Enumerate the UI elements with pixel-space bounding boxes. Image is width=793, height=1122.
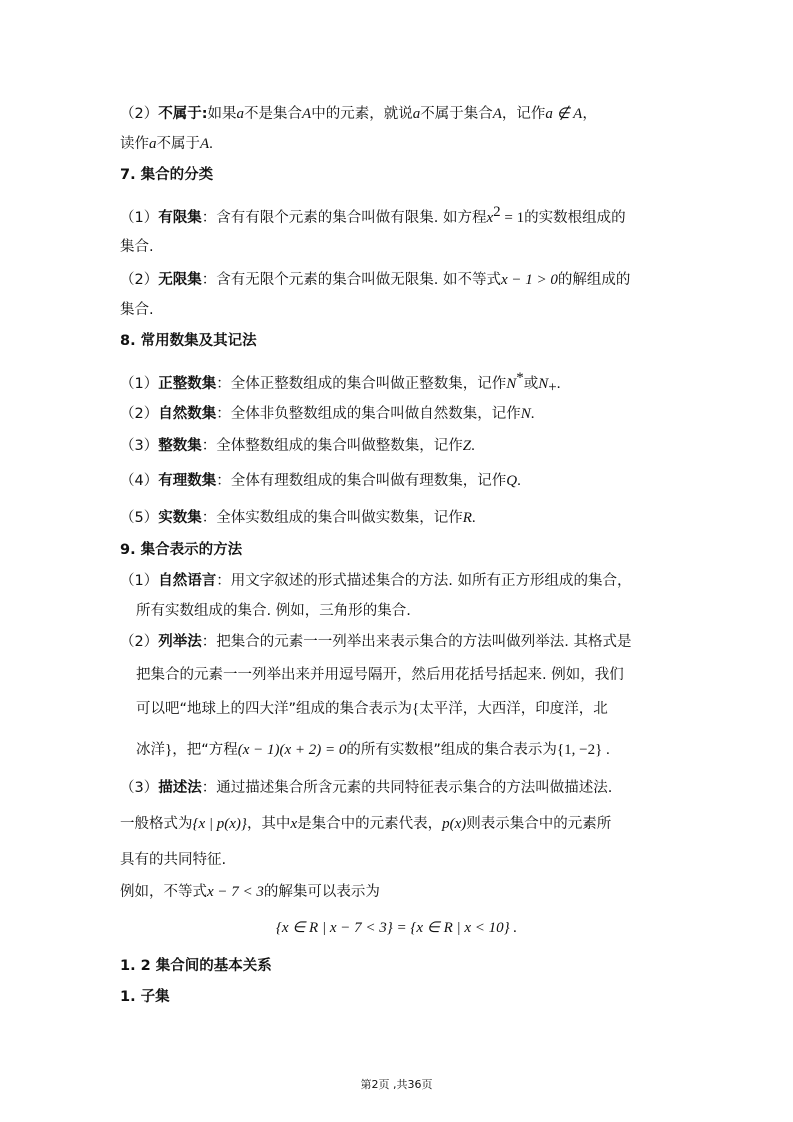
line-enumeration-cont-2: 可以吧“地球上的四大洋”组成的集合表示为{太平洋，大西洋，印度洋，北 [136, 701, 608, 717]
line-example-inequality: 例如，不等式x − 7 < 3的解集可以表示为 [120, 884, 380, 900]
line-general-format: 一般格式为{x | p(x)}，其中x是集合中的元素代表，p(x)则表示集合中的元素所 [120, 816, 612, 832]
line-natural-numbers: （2）自然数集：全体非负整数组成的集合叫做自然数集，记作N. [120, 406, 535, 422]
line-natural-language-cont: 所有实数组成的集合. 例如，三角形的集合. [136, 603, 411, 619]
display-formula: {x ∈ R | x − 7 < 3} = {x ∈ R | x < 10} . [275, 920, 518, 936]
page-footer: 第2页 ,共36页 [360, 1078, 433, 1091]
line-rationals: （4）有理数集：全体有理数组成的集合叫做有理数集，记作Q. [120, 473, 521, 489]
heading-number-sets: 8. 常用数集及其记法 [120, 333, 257, 349]
heading-subset: 1. 子集 [120, 989, 170, 1005]
heading-set-representation: 9. 集合表示的方法 [120, 542, 243, 558]
line-natural-language: （1）自然语言：用文字叙述的形式描述集合的方法. 如所有正方形组成的集合， [120, 573, 632, 589]
line-infinite-set: （2）无限集：含有无限个元素的集合叫做无限集. 如不等式x − 1 > 0的解组成的 [120, 272, 631, 288]
heading-basic-relations: 1. 2 集合间的基本关系 [120, 958, 272, 974]
line-reals: （5）实数集：全体实数组成的集合叫做实数集，记作R. [120, 510, 476, 526]
line-common-feature: 具有的共同特征. [120, 852, 227, 868]
line-enumeration-cont-1: 把集合的元素一一列举出来并用逗号隔开，然后用花括号括起来. 例如，我们 [136, 667, 624, 683]
line-read-as: 读作a不属于A. [120, 136, 213, 152]
line-enumeration: （2）列举法：把集合的元素一一列举出来表示集合的方法叫做列举法. 其格式是 [120, 634, 632, 650]
line-finite-set: （1）有限集：含有有限个元素的集合叫做有限集. 如方程$x^2 = 1$的实数根组成的 [120, 204, 626, 226]
line-enumeration-cont-3: 冰洋}，把“方程(x − 1)(x + 2) = 0的所有实数根”组成的集合表示为{1, −2} . [136, 742, 610, 758]
line-integers: （3）整数集：全体整数组成的集合叫做整数集，记作Z. [120, 438, 475, 454]
heading-set-classification: 7. 集合的分类 [120, 167, 214, 183]
line-infinite-set-cont: 集合. [120, 302, 154, 318]
line-finite-set-cont: 集合. [120, 239, 154, 255]
line-not-belong: （2）不属于:如果a不是集合A中的元素，就说a不属于集合A，记作a ∉ A， [120, 106, 597, 122]
line-description: （3）描述法：通过描述集合所含元素的共同特征表示集合的方法叫做描述法. [120, 780, 613, 796]
line-positive-integers: （1）正整数集：全体正整数组成的集合叫做正整数集，记作N*或$N_+$. [120, 370, 561, 396]
